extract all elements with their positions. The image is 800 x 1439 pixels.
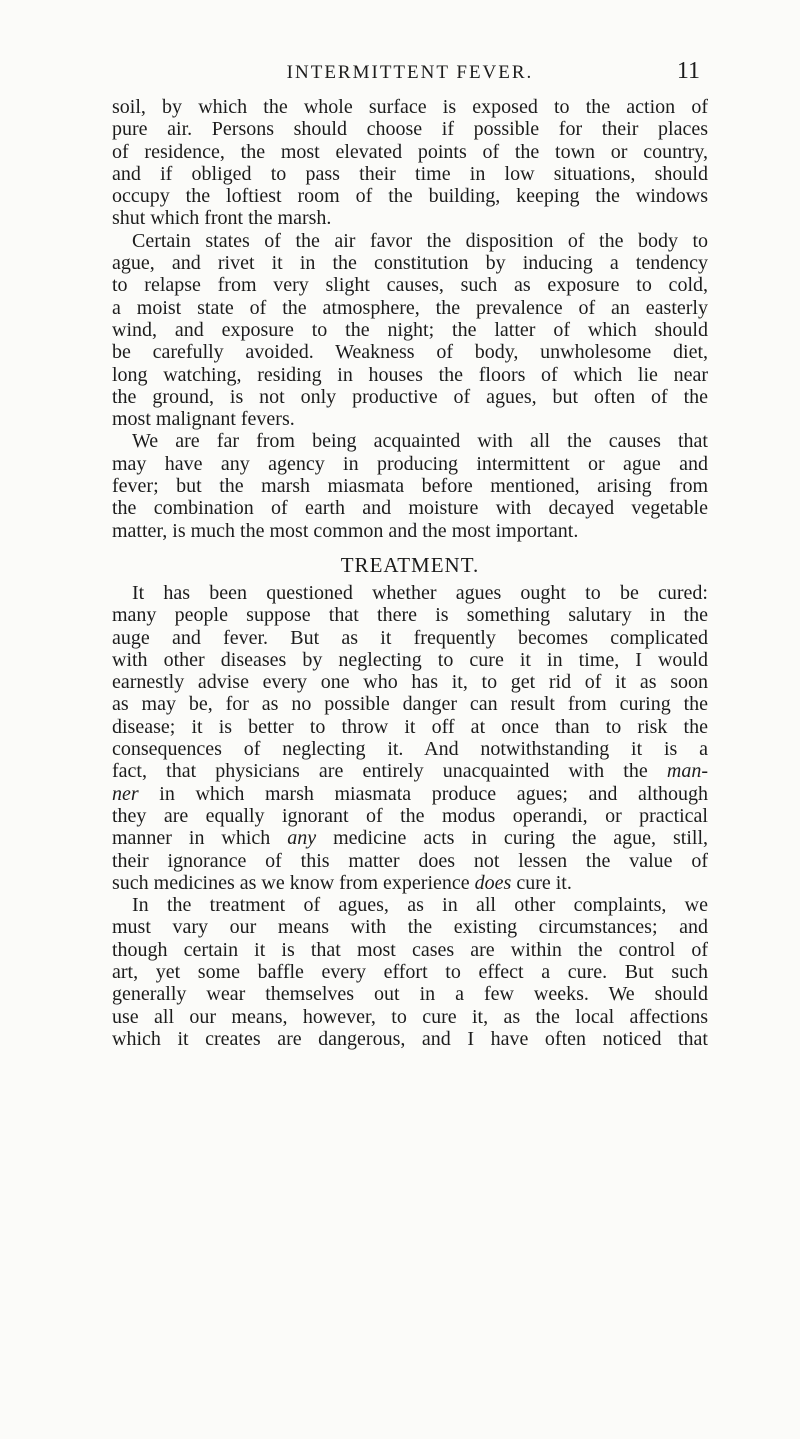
text-line: ague, and rivet it in the constitution by inducing a tendency [112,252,708,275]
page-number: 11 [676,58,700,84]
paragraph-soil [112,96,708,230]
text-line: auge and fever. But as it frequently becomes complicated [112,626,708,649]
text-line: must vary our means with the existing circumstances; and [112,916,708,939]
text-line: In the treatment of agues, as in all other complaints, we [132,894,708,917]
running-head [120,58,700,88]
text-line: earnestly advise every one who has it, to get rid of it as soon [112,671,708,694]
text-line: occupy the loftiest room of the building, keeping the windows [112,185,708,208]
text-line [112,760,708,782]
text-line: Certain states of the air favor the disposition of the body to [132,229,708,252]
italic-run: man- [666,760,708,783]
text-line: soil, by which the whole surface is exposed to the action of [112,96,708,118]
text-line: a moist state of the atmosphere, the prevalence of an easterly [112,296,708,319]
section-heading: TREATMENT. [340,552,480,577]
text-run: medicine acts in curing the ague, still, [316,827,708,850]
text-line: consequences of neglecting it. And notwithstanding it is a [112,738,708,761]
text-line: most malignant fevers. [112,408,295,431]
text-line: wind, and exposure to the night; the latter of which should [112,318,708,341]
text-line: to relapse from very slight causes, such as exposure to cold, [112,274,708,297]
text-line: long watching, residing in houses the floors of which lie near [112,363,708,386]
text-line: generally wear themselves out in a few weeks. We should [112,983,708,1006]
text-line: and if obliged to pass their time in low situations, should [112,162,708,185]
text-line: pure air. Persons should choose if possible for their places [112,118,708,141]
text-line: matter, is much the most common and the most important. [112,519,579,542]
text-line: though certain it is that most cases are within the control of [112,938,708,961]
body-text [112,96,708,1050]
text-line: as may be, for as no possible danger can result from curing the [112,693,708,716]
text-line: disease; it is better to throw it off at once than to risk the [112,715,708,738]
text-line: their ignorance of this matter does not lessen the value of [112,849,708,872]
text-line: It has been questioned whether agues ought to be cured: [132,581,708,604]
text-line: We are far from being acquainted with all the causes that [132,430,708,453]
text-run: fact, that physicians are entirely unacquainted with the [112,760,667,783]
text-line: the ground, is not only productive of agues, but often of the [112,385,708,408]
text-line: which it creates are dangerous, and I have often noticed that [112,1027,708,1050]
text-line: of residence, the most elevated points of the town or country, [112,140,708,163]
text-line [112,783,708,805]
paragraph-states-of-air [112,230,708,431]
text-line: many people suppose that there is something salutary in the [112,604,708,627]
text-line: with other diseases by neglecting to cure it in time, I would [112,648,708,671]
text-line [112,872,708,894]
text-line: they are equally ignorant of the modus operandi, or practical [112,804,708,827]
paragraph-treatment-question [112,582,708,894]
italic-run: any [287,827,317,850]
paragraph-causes [112,430,708,541]
text-line: may have any agency in producing intermittent or ague and [112,452,708,475]
text-line: be carefully avoided. Weakness of body, unwholesome diet, [112,341,708,364]
text-run: manner in which [112,827,288,850]
text-line: use all our means, however, to cure it, as the local affections [112,1005,708,1028]
text-line: shut which front the marsh. [112,207,332,230]
running-title: INTERMITTENT FEVER. [286,62,534,83]
text-line: the combination of earth and moisture with decayed vegetable [112,497,708,520]
text-run: in which marsh miasmata produce agues; and although [138,782,708,805]
italic-run: does [474,871,512,894]
italic-run: ner [112,782,139,805]
text-line: art, yet some baffle every effort to effect a cure. But such [112,960,708,983]
text-run: cure it. [511,871,572,894]
text-line [112,827,708,849]
text-run: such medicines as we know from experience [112,871,475,894]
paragraph-treatment-means [112,894,708,1050]
text-line: fever; but the marsh miasmata before mentioned, arising from [112,475,708,498]
